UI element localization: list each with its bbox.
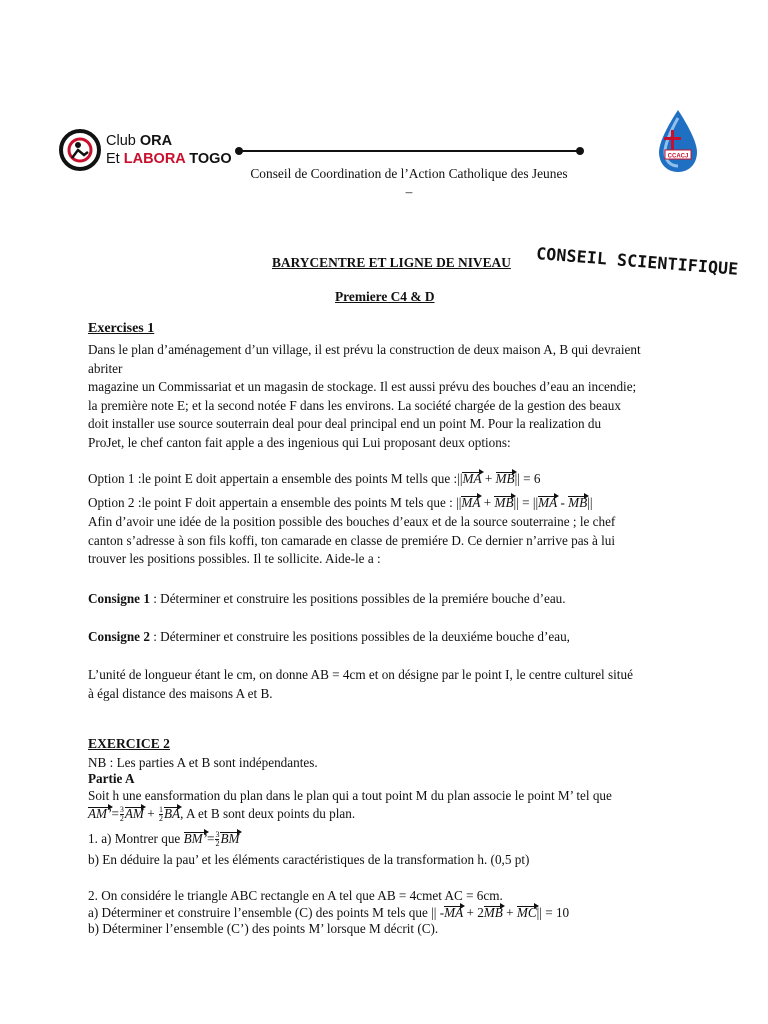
exercise-1-context: Afin d’avoir une idée de la position possible des bouches d’eaux et de la source souterraine ; le chef canton s’adresse à son fils koffi, ton camarade en classe de premiére D. Ce dernier n’arrive pas à lui trouver les positions possibles. Il te sollicite. Aide-le a : (88, 514, 616, 567)
ex1-line: ProJet, le chef canton fait apple a des ingenious qui Lui proposant deux options: (88, 434, 511, 450)
exercise-1-heading: Exercises 1 (88, 321, 155, 336)
transformation-definition: Soit h une eansformation du plan dans le plan qui a tout point M du plan associe le point M’ tel que (88, 788, 612, 803)
ex1-line: Dans le plan d’aménagement d’un village, il est prévu la construction de deux maison A, B qui devraient (88, 342, 641, 357)
consigne-1: Consigne 1 : Déterminer et construire les positions possibles de la premiére bouche d’eau. (88, 591, 566, 606)
fraction-three-halves: $\frac{3}{2}$ (119, 805, 124, 824)
transformation-formula: AM’= $\frac{3}{2}$ AM + $\frac{1}{2}$ BA, A et B sont deux points du plan. (88, 805, 356, 824)
ccacj-drop-logo-icon (655, 108, 701, 174)
question-1b: b) En déduire la pau’ et les éléments caractéristiques de la transformation h. (0,5 pt) (88, 852, 530, 867)
question-2: 2. On considére le triangle ABC rectangle en A tel que AB = 4cmet AC = 6cm. (88, 888, 503, 903)
ex1-line: abriter (88, 360, 123, 376)
header-rule (238, 150, 581, 152)
exercise-2-note: NB : Les parties A et B sont indépendantes. (88, 755, 318, 770)
logo-text: Club ORA Et LABORA TOGO (106, 133, 232, 167)
document-subtitle: Premiere C4 & D (335, 289, 435, 304)
consigne-2: Consigne 2 : Déterminer et construire les positions possibles de la deuxiéme bouche d’eau, (88, 629, 570, 644)
conseil-scientifique-badge: CONSEIL SCIENTIFIQUE (535, 244, 740, 279)
exercise-1-intro (88, 341, 641, 453)
fraction-three-halves: $\frac{3}{2}$ (215, 830, 220, 849)
question-1a: 1. a) Montrer que BM’= $\frac{3}{2}$ BM (88, 830, 240, 849)
fraction-one-half: $\frac{1}{2}$ (158, 805, 163, 824)
exercise-2-heading: EXERCICE 2 (88, 736, 170, 751)
question-2a: a) Déterminer et construire l’ensemble (C) des points M tels que || -MA + 2MB + MC|| = 10 (88, 905, 570, 920)
ex1-line: magazine un Commissariat et un magasin de stockage. Il est aussi prévu des bouches d’eau an incendie; (88, 379, 637, 395)
ex1-line: la première note E; et la second notée F dans les environs. La société chargée de la gestion des beaux (88, 397, 621, 413)
option-1: Option 1 :le point E doit appertain a ensemble des points M tells que :||MA + MB|| = 6 (88, 471, 541, 486)
ex1-line: doit installer use source souterrain deal pour deal principal end un point M. Pour la realization du (88, 416, 602, 432)
unit-statement: L’unité de longueur étant le cm, on donne AB = 4cm et on désigne par le point I, le centre culturel situé à égal distance des maisons A et B. (88, 667, 633, 701)
rule-dot-right (576, 147, 584, 155)
club-ora-logo (58, 126, 232, 174)
rule-dot-left (235, 147, 243, 155)
question-2b: b) Déterminer l’ensemble (C’) des points M’ lorsque M décrit (C). (88, 921, 439, 936)
partie-a-heading: Partie A (88, 771, 135, 786)
organisation-name: Conseil de Coordination de l’Action Catholique des Jeunes – (250, 166, 568, 199)
document-title: BARYCENTRE ET LIGNE DE NIVEAU (272, 255, 511, 270)
ccacj-logo-label: CCACJ (667, 153, 689, 160)
option-2: Option 2 :le point F doit appertain a ensemble des points M tels que : ||MA + MB|| = ||MA - MB|| (88, 495, 593, 510)
ora-labora-emblem-icon (58, 128, 102, 172)
